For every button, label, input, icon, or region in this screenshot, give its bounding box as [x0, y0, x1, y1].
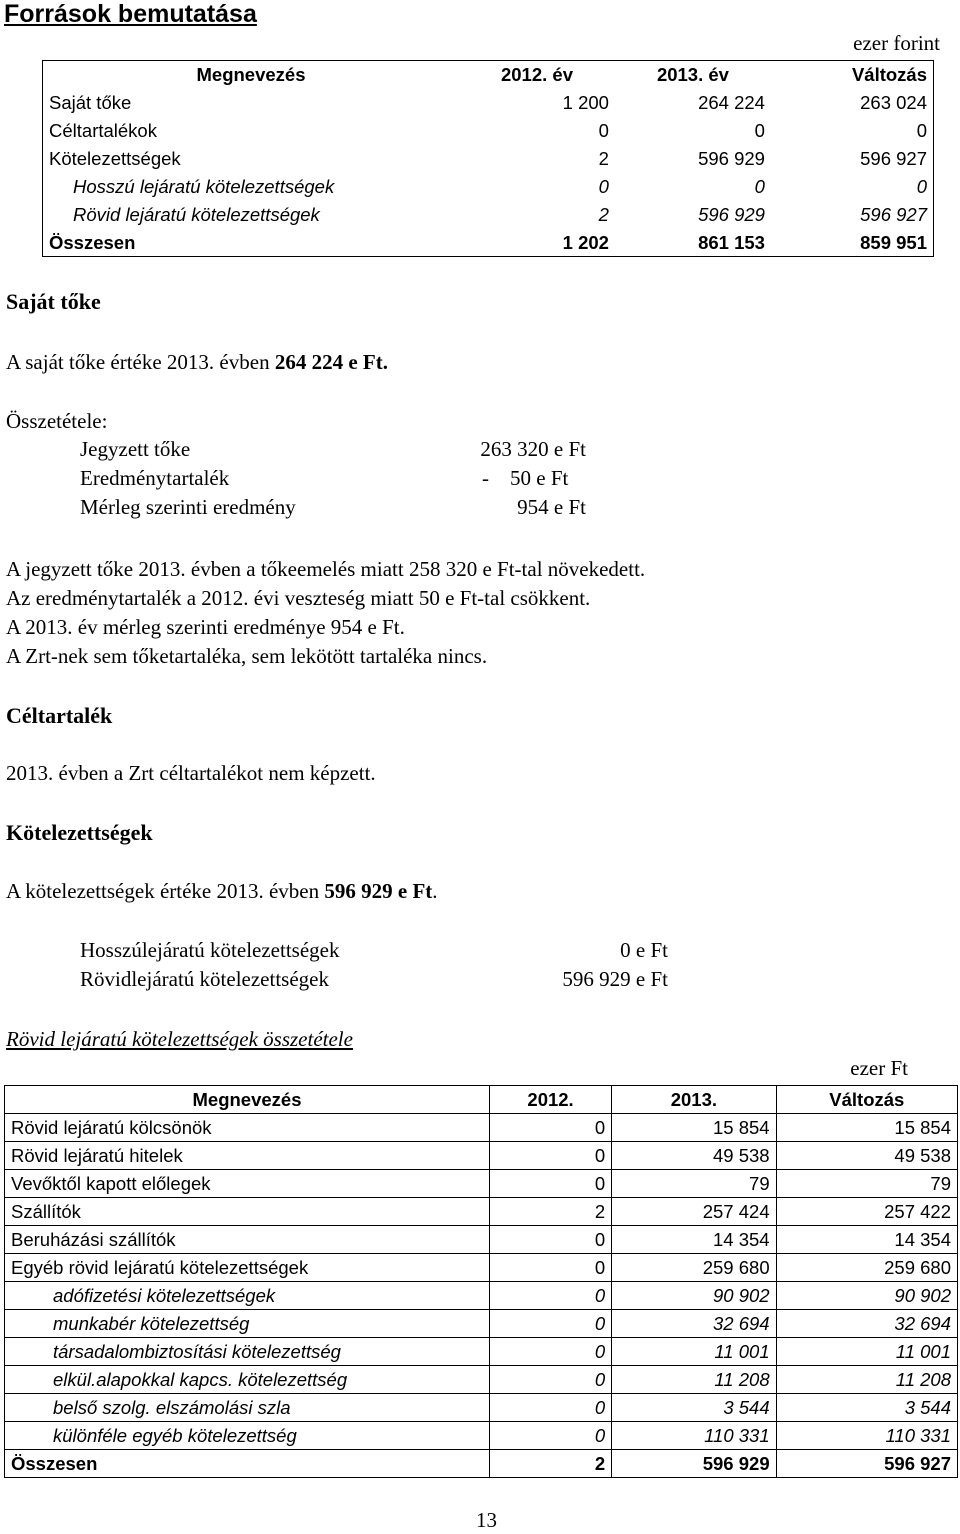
row-value-2013: 11 001 [612, 1338, 777, 1366]
row-value-2012: 1 202 [562, 231, 609, 253]
row-label: Összesen [5, 1450, 490, 1478]
table-row [5, 1254, 958, 1282]
table-row [43, 201, 934, 229]
row-label: Kötelezettségek [49, 148, 181, 169]
kotelezettsegek-intro-value: 596 929 e Ft [324, 879, 433, 903]
row-value-2013: 861 153 [698, 231, 765, 253]
row-value-change: 15 854 [776, 1114, 957, 1142]
row-value-change: 11 208 [776, 1366, 957, 1394]
row-label: Rövid lejáratú kölcsönök [5, 1114, 490, 1142]
table-row [5, 1394, 958, 1422]
row-value-change: 11 001 [776, 1338, 957, 1366]
row-label: adófizetési kötelezettségek [5, 1282, 490, 1310]
row-label: Rövid lejáratú kötelezettségek [73, 204, 320, 225]
row-value-2013: 257 424 [612, 1198, 777, 1226]
composition-item-label: Mérleg szerinti eredmény [80, 495, 296, 519]
row-value-2012: 2 [490, 1198, 612, 1226]
paragraph-line: A 2013. év mérleg szerinti eredménye 954 e Ft. [6, 615, 405, 639]
page-title: Források bemutatása [4, 0, 257, 28]
row-value-change: 49 538 [776, 1142, 957, 1170]
composition-item-value: 954 e Ft [517, 495, 586, 519]
row-value-2013: 264 224 [698, 92, 765, 113]
row-value-2013: 14 354 [612, 1226, 777, 1254]
composition-item-label: Eredménytartalék [80, 466, 230, 490]
table-total-row [5, 1450, 958, 1478]
paragraph-line: A Zrt-nek sem tőketartaléka, sem lekötött tartaléka nincs. [6, 644, 488, 668]
row-value-change: 263 024 [860, 92, 927, 113]
table-row [5, 1282, 958, 1310]
row-value-2012: 0 [490, 1114, 612, 1142]
composition-item-value: - 50 e Ft [482, 466, 569, 490]
header-valtozas: Változás [851, 64, 927, 86]
header-2012: 2012. év [500, 64, 573, 86]
row-value-2012: 2 [490, 1450, 612, 1478]
kotelezettsegek-intro-suffix: . [432, 879, 438, 903]
row-value-change: 596 927 [776, 1450, 957, 1478]
row-label: Céltartalékok [49, 120, 157, 141]
sources-table [42, 60, 934, 257]
table-row [5, 1170, 958, 1198]
table-row [5, 1422, 958, 1450]
row-label: Összesen [49, 231, 136, 253]
row-value-change: 257 422 [776, 1198, 957, 1226]
row-value-change: 90 902 [776, 1282, 957, 1310]
row-value-change: 79 [776, 1170, 957, 1198]
row-label: elkül.alapokkal kapcs. kötelezettség [5, 1366, 490, 1394]
row-value-change: 0 [916, 176, 927, 197]
composition-item-label: Jegyzett tőke [80, 437, 191, 461]
table-row [5, 1198, 958, 1226]
page-number: 13 [476, 1508, 497, 1532]
liability-item-value: 0 e Ft [620, 938, 668, 962]
row-value-2012: 0 [490, 1422, 612, 1450]
row-value-2013: 596 929 [698, 148, 765, 169]
liability-item-label: Rövidlejáratú kötelezettségek [80, 967, 329, 991]
row-value-2012: 0 [490, 1170, 612, 1198]
row-label: Szállítók [5, 1198, 490, 1226]
row-value-2012: 0 [490, 1282, 612, 1310]
sajat-toke-intro-value: 264 224 e Ft. [274, 350, 388, 374]
table2-unit: ezer Ft [850, 1056, 908, 1080]
row-value-2013: 110 331 [612, 1422, 777, 1450]
row-value-2012: 0 [490, 1366, 612, 1394]
table-row [5, 1142, 958, 1170]
sajat-toke-intro [6, 350, 388, 375]
short-term-liabilities-table [4, 1085, 958, 1478]
row-value-2013: 49 538 [612, 1142, 777, 1170]
row-label: munkabér kötelezettség [5, 1310, 490, 1338]
liability-item-value: 596 929 e Ft [562, 967, 668, 991]
row-value-change: 110 331 [776, 1422, 957, 1450]
row-value-2013: 0 [754, 120, 765, 141]
row-label: különféle egyéb kötelezettség [5, 1422, 490, 1450]
header-megnevezes: Megnevezés [196, 64, 306, 86]
row-label: belső szolg. elszámolási szla [5, 1394, 490, 1422]
table-row [43, 173, 934, 201]
composition-label: Összetétele: [6, 409, 108, 433]
row-label: Hosszú lejáratú kötelezettségek [73, 176, 335, 197]
row-value-2013: 0 [754, 176, 765, 197]
section-heading-kotelezettsegek: Kötelezettségek [6, 820, 153, 845]
header-2012: 2012. [490, 1086, 612, 1114]
sajat-toke-intro-text: A saját tőke értéke 2013. évben [6, 350, 275, 374]
table-row [5, 1114, 958, 1142]
row-value-2012: 0 [598, 176, 609, 197]
row-value-2013: 596 929 [612, 1450, 777, 1478]
row-value-2013: 3 544 [612, 1394, 777, 1422]
header-2013: 2013. év [656, 64, 729, 86]
row-value-2012: 0 [490, 1142, 612, 1170]
table-row [43, 89, 934, 117]
header-2013: 2013. [612, 1086, 777, 1114]
row-value-2013: 90 902 [612, 1282, 777, 1310]
table2-heading: Rövid lejáratú kötelezettségek összetétele [6, 1027, 353, 1051]
table-row [43, 145, 934, 173]
table-row [5, 1338, 958, 1366]
row-value-2012: 0 [490, 1254, 612, 1282]
table-header-row [5, 1086, 958, 1114]
row-value-change: 14 354 [776, 1226, 957, 1254]
table-row [5, 1310, 958, 1338]
row-value-2013: 32 694 [612, 1310, 777, 1338]
row-value-2013: 79 [612, 1170, 777, 1198]
celtartalek-text: 2013. évben a Zrt céltartalékot nem képzett. [6, 761, 376, 785]
row-value-2012: 0 [490, 1338, 612, 1366]
table-total-row [43, 229, 934, 257]
row-value-2012: 0 [598, 120, 609, 141]
row-value-2012: 2 [598, 148, 609, 169]
row-value-2012: 2 [598, 204, 609, 225]
kotelezettsegek-intro-text: A kötelezettségek értéke 2013. évben [6, 879, 325, 903]
row-value-2013: 11 208 [612, 1366, 777, 1394]
row-label: Beruházási szállítók [5, 1226, 490, 1254]
row-value-2012: 0 [490, 1226, 612, 1254]
section-heading-celtartalek: Céltartalék [6, 703, 113, 728]
paragraph-line: Az eredménytartalék a 2012. évi veszteség miatt 50 e Ft-tal csökkent. [6, 586, 591, 610]
row-value-change: 3 544 [776, 1394, 957, 1422]
row-value-change: 859 951 [860, 231, 927, 253]
table-row [5, 1366, 958, 1394]
row-value-change: 0 [916, 120, 927, 141]
table-row [5, 1226, 958, 1254]
row-value-2013: 259 680 [612, 1254, 777, 1282]
row-value-2012: 0 [490, 1310, 612, 1338]
row-value-2013: 596 929 [698, 204, 765, 225]
row-label: Vevőktől kapott előlegek [5, 1170, 490, 1198]
row-label: Rövid lejáratú hitelek [5, 1142, 490, 1170]
row-value-change: 596 927 [860, 204, 927, 225]
row-value-change: 32 694 [776, 1310, 957, 1338]
section-heading-sajat-toke: Saját tőke [6, 289, 101, 314]
row-value-change: 259 680 [776, 1254, 957, 1282]
row-value-2013: 15 854 [612, 1114, 777, 1142]
table-row [43, 117, 934, 145]
header-valtozas: Változás [776, 1086, 957, 1114]
table-header-row [43, 61, 934, 89]
composition-item-value: 263 320 e Ft [480, 437, 586, 461]
liability-item-label: Hosszúlejáratú kötelezettségek [80, 938, 340, 962]
row-label: Egyéb rövid lejáratú kötelezettségek [5, 1254, 490, 1282]
row-value-2012: 1 200 [562, 92, 609, 113]
row-value-2012: 0 [490, 1394, 612, 1422]
row-label: társadalombiztosítási kötelezettség [5, 1338, 490, 1366]
header-megnevezes: Megnevezés [5, 1086, 490, 1114]
table1-unit: ezer forint [853, 31, 940, 55]
row-value-change: 596 927 [860, 148, 927, 169]
row-label: Saját tőke [49, 92, 132, 113]
paragraph-line: A jegyzett tőke 2013. évben a tőkeemelés miatt 258 320 e Ft-tal növekedett. [6, 557, 646, 581]
kotelezettsegek-intro [6, 879, 438, 904]
